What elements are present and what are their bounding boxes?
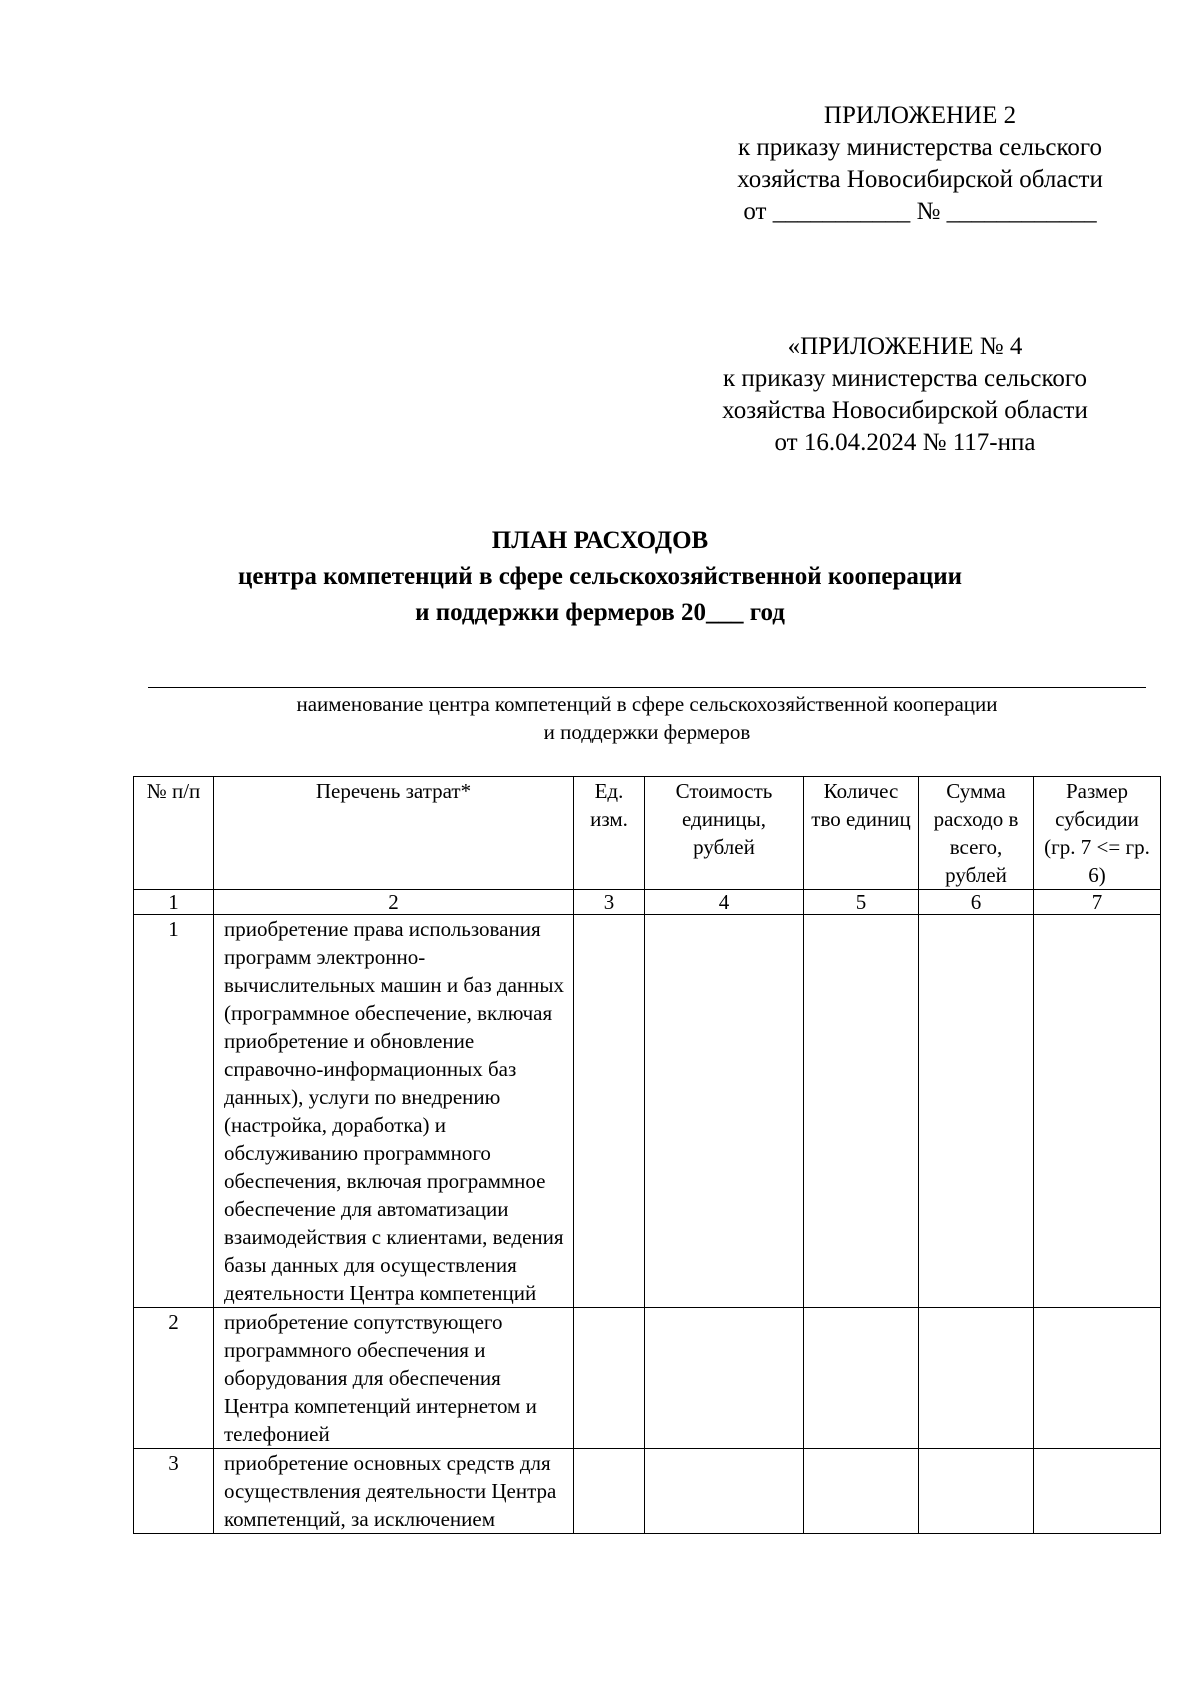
appendix-2-header: [690, 100, 1150, 228]
column-number: 4: [645, 890, 804, 915]
cell-total[interactable]: [919, 1308, 1034, 1449]
cell-quantity[interactable]: [804, 1449, 919, 1534]
center-name-caption-line-1: наименование центра компетенций в сфере сельскохозяйственной кооперации: [296, 692, 998, 716]
appendix-2-title: ПРИЛОЖЕНИЕ 2: [823, 102, 1017, 129]
appendix-2-date-number: от ___________ № ____________: [743, 198, 1097, 225]
cell-unit-cost[interactable]: [645, 915, 804, 1308]
center-name-caption: [148, 690, 1146, 746]
cell-unit[interactable]: [574, 915, 645, 1308]
appendix-4-header: [675, 331, 1135, 459]
cell-total[interactable]: [919, 1449, 1034, 1534]
cell-subsidy[interactable]: [1034, 915, 1161, 1308]
column-number: 6: [919, 890, 1034, 915]
cell-subsidy[interactable]: [1034, 1308, 1161, 1449]
row-number: 1: [134, 915, 214, 1308]
row-number: 3: [134, 1449, 214, 1534]
row-expense-item: приобретение права использования программ электронно-вычислительных машин и баз данных (программное обеспечение, включая приобретение и обновление справочно-информационных баз данных), услуги по внедрению (настройка, доработка) и обслуживанию программного обеспечения, включая программное обеспечение для автоматизации взаимодействия с клиентами, ведения базы данных для осуществления деятельности Центра компетенций: [214, 915, 574, 1308]
header-unit: Ед. изм.: [574, 777, 645, 890]
column-number-row: [134, 890, 1161, 915]
cell-unit[interactable]: [574, 1449, 645, 1534]
title-subtitle-2: и поддержки фермеров 20___ год: [415, 599, 785, 626]
appendix-4-ministry: хозяйства Новосибирской области: [722, 397, 1088, 424]
cell-total[interactable]: [919, 915, 1034, 1308]
cell-quantity[interactable]: [804, 1308, 919, 1449]
appendix-4-date-number: от 16.04.2024 № 117-нпа: [774, 429, 1036, 456]
header-num: № п/п: [134, 777, 214, 890]
row-number: 2: [134, 1308, 214, 1449]
title-main: ПЛАН РАСХОДОВ: [491, 527, 709, 554]
header-quantity: Количес тво единиц: [804, 777, 919, 890]
header-total: Сумма расходо в всего, рублей: [919, 777, 1034, 890]
header-subsidy: Размер субсидии (гр. 7 <= гр. 6): [1034, 777, 1161, 890]
cell-subsidy[interactable]: [1034, 1449, 1161, 1534]
row-expense-item: приобретение сопутствующего программного обеспечения и оборудования для обеспечения Центра компетенций интернетом и телефонией: [214, 1308, 574, 1449]
column-number: 1: [134, 890, 214, 915]
title-subtitle-1: центра компетенций в сфере сельскохозяйственной кооперации: [237, 563, 963, 590]
center-name-fill-line: [148, 687, 1146, 688]
cell-unit-cost[interactable]: [645, 1308, 804, 1449]
appendix-2-ministry: хозяйства Новосибирской области: [737, 166, 1103, 193]
column-number: 5: [804, 890, 919, 915]
table-row: [134, 915, 1161, 1308]
center-name-caption-line-2: и поддержки фермеров: [543, 720, 751, 744]
header-items: Перечень затрат*: [214, 777, 574, 890]
column-number: 2: [214, 890, 574, 915]
document-title: [100, 523, 1100, 631]
appendix-4-order-ref: к приказу министерства сельского: [722, 365, 1087, 392]
row-expense-item: приобретение основных средств для осуществления деятельности Центра компетенций, за исключением: [214, 1449, 574, 1534]
table-row: [134, 1308, 1161, 1449]
appendix-4-title: «ПРИЛОЖЕНИЕ № 4: [787, 333, 1023, 360]
cell-quantity[interactable]: [804, 915, 919, 1308]
appendix-2-order-ref: к приказу министерства сельского: [737, 134, 1102, 161]
column-number: 3: [574, 890, 645, 915]
table-header-row: [134, 777, 1161, 890]
table-row: [134, 1449, 1161, 1534]
cell-unit-cost[interactable]: [645, 1449, 804, 1534]
column-number: 7: [1034, 890, 1161, 915]
cell-unit[interactable]: [574, 1308, 645, 1449]
header-unit-cost: Стоимость единицы, рублей: [645, 777, 804, 890]
expense-plan-table: [133, 776, 1161, 1534]
